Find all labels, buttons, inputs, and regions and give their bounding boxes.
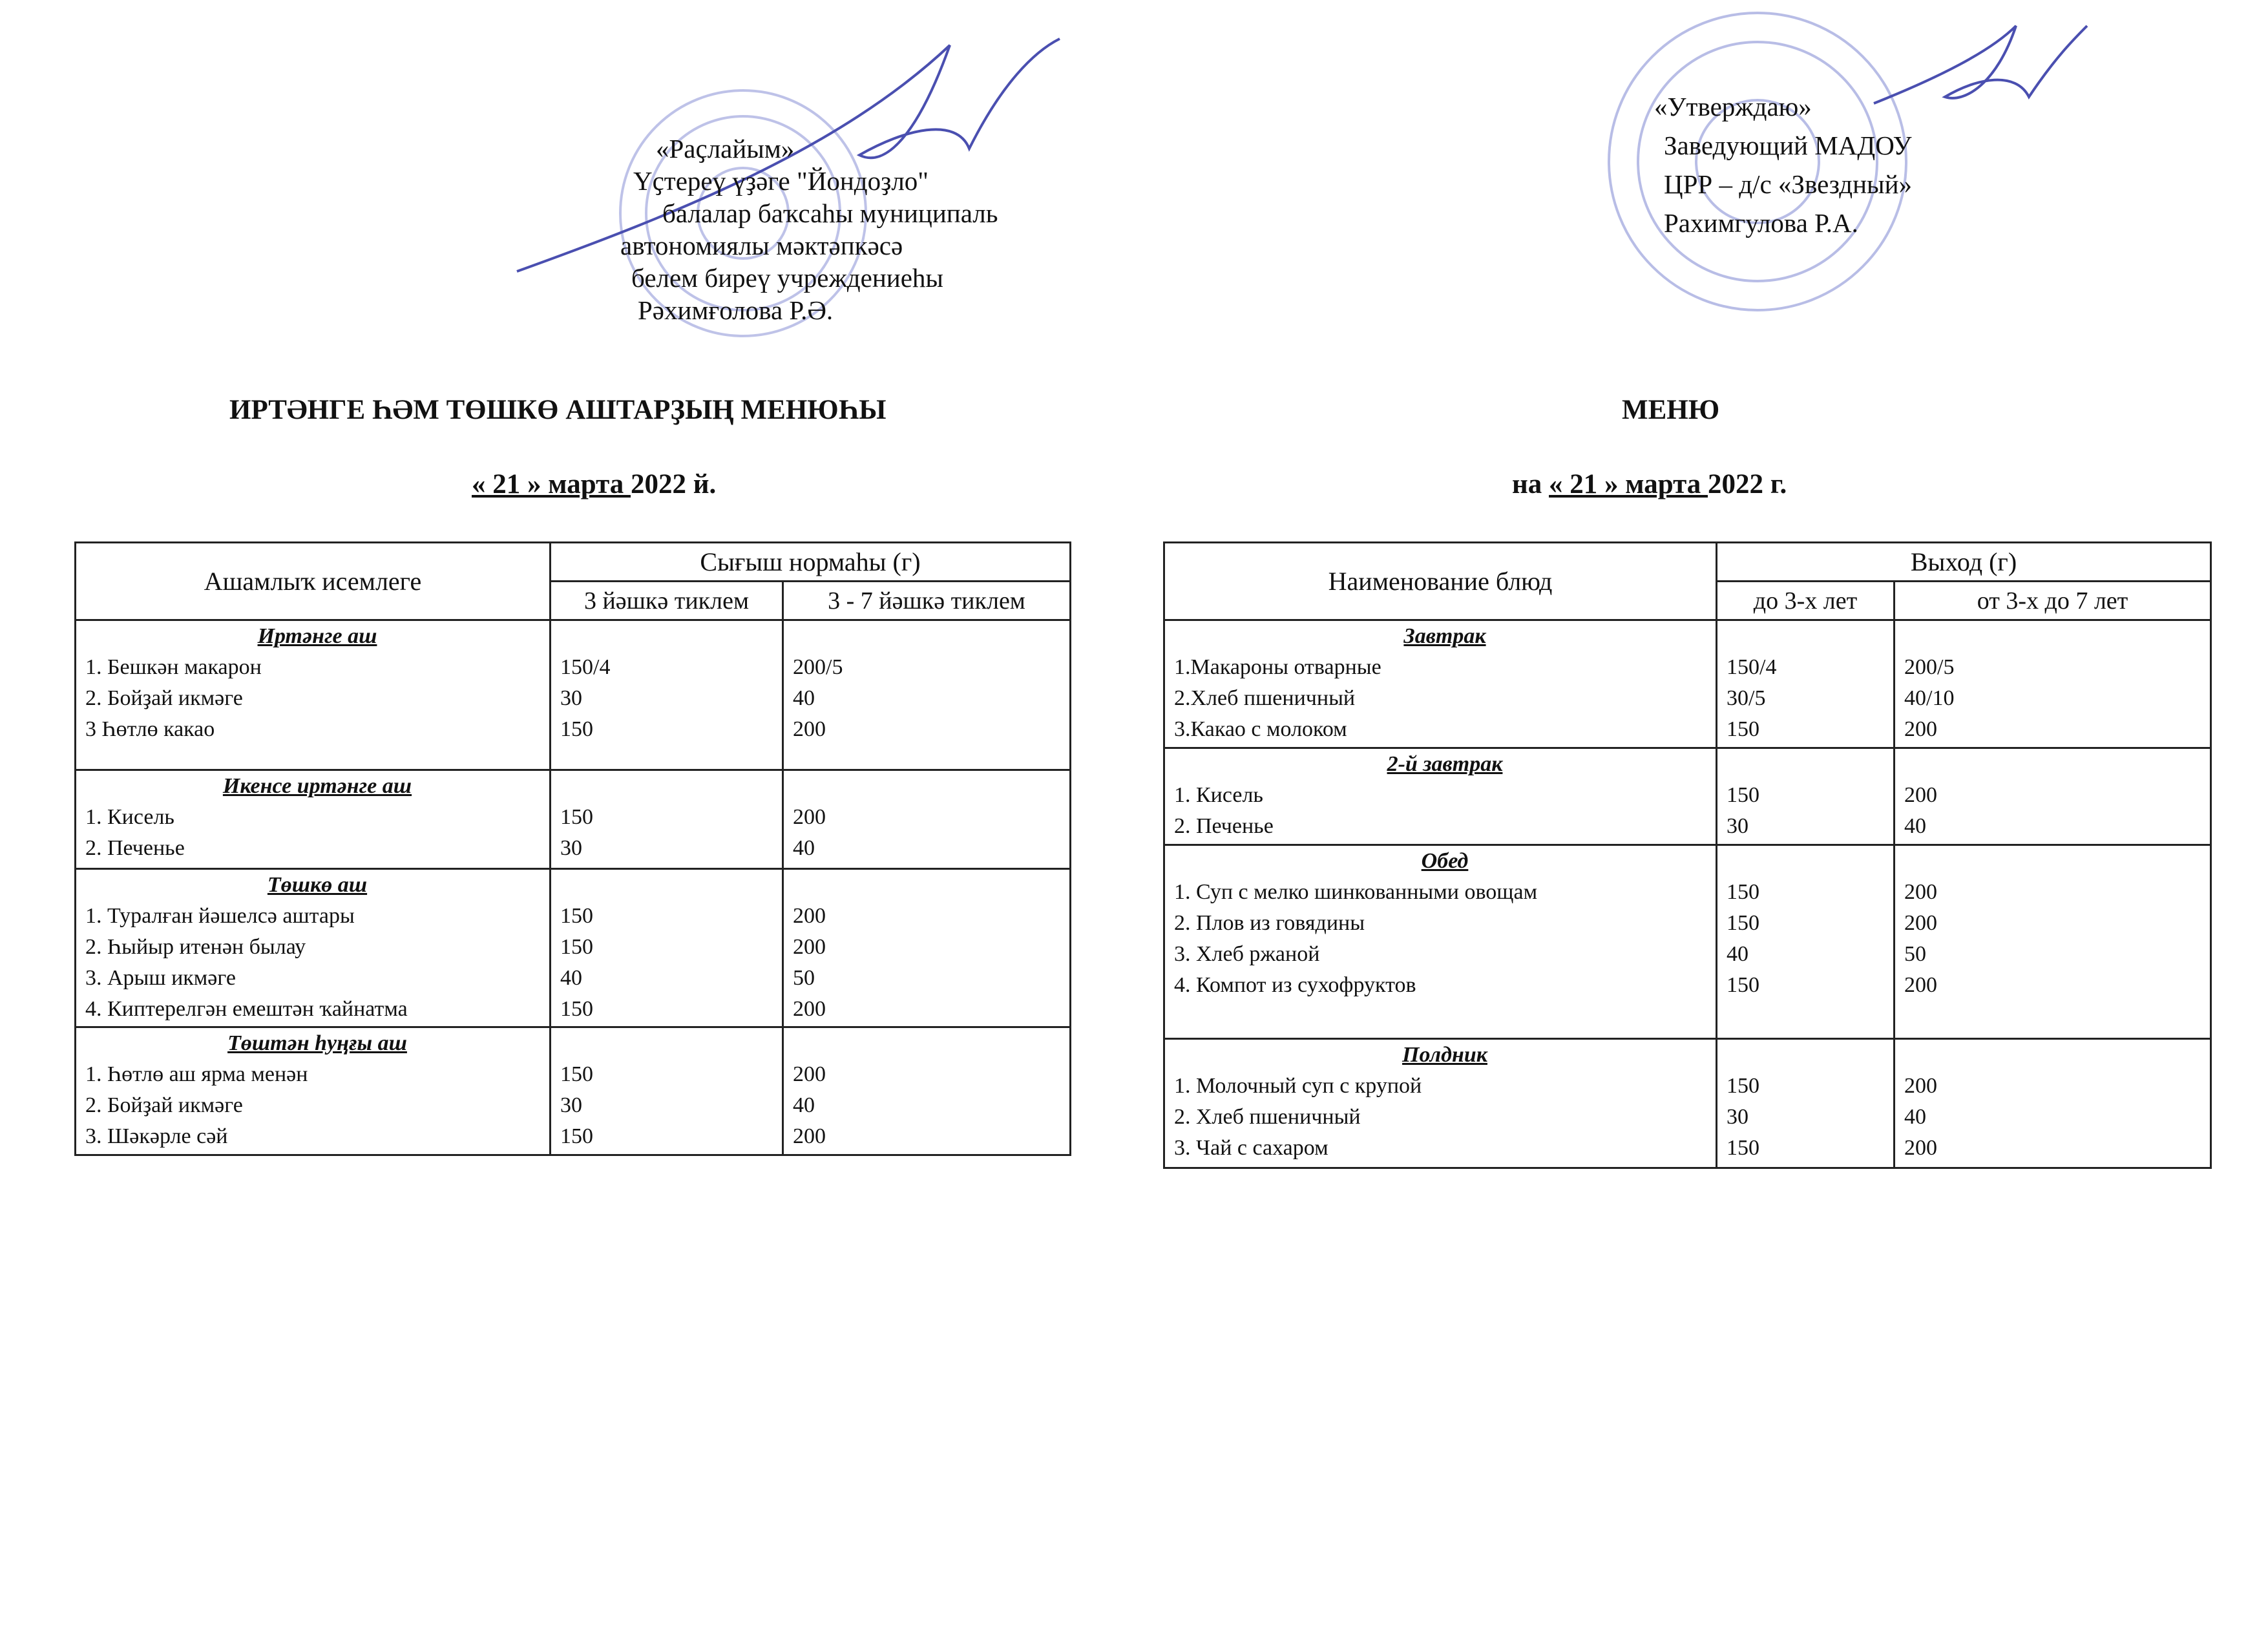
value-a: 150 xyxy=(560,805,593,829)
value-b: 40/10 xyxy=(1904,686,1955,710)
list-item: 2. Һыйыр итенән былау xyxy=(85,935,306,959)
table-row xyxy=(1164,1039,2211,1168)
list-item: 1. Кисель xyxy=(1174,783,1263,807)
left-date-year: 2022 й. xyxy=(631,469,717,499)
section-title: Полдник xyxy=(1402,1043,1487,1067)
right-date-prefix: на xyxy=(1512,469,1549,499)
value-a: 30 xyxy=(560,686,582,710)
left-menu-title: ИРТӘНГЕ ҺӘМ ТӨШКӨ АШТАРҘЫҢ МЕНЮҺЫ xyxy=(229,395,887,425)
value-b: 200 xyxy=(793,997,826,1021)
value-a: 40 xyxy=(560,966,582,990)
right-approval-block xyxy=(1654,90,2016,246)
col-header-name: Наименование блюд xyxy=(1164,543,1717,620)
list-item: 1. Суп с мелко шинкованными овощам xyxy=(1174,880,1538,904)
right-date-day: « 21 » марта xyxy=(1549,469,1708,499)
section-title: Төштән һуңғы аш xyxy=(227,1031,407,1055)
section-title: Иртәнге аш xyxy=(257,624,377,648)
value-a: 150 xyxy=(560,1124,593,1148)
value-a: 150 xyxy=(560,717,593,741)
left-date-day: « 21 » марта xyxy=(472,469,631,499)
value-a: 150 xyxy=(1727,1136,1759,1160)
list-item: 3. Хлеб ржаной xyxy=(1174,942,1320,966)
value-b: 200 xyxy=(1904,1136,1937,1160)
value-b: 50 xyxy=(1904,942,1926,966)
table-row xyxy=(76,770,1071,869)
value-a: 150 xyxy=(1727,717,1759,741)
section-title: Төшкө аш xyxy=(267,873,368,897)
left-approval-line: Рәхимғолова Р.Ә. xyxy=(638,295,834,325)
section-title: Обед xyxy=(1421,849,1469,873)
col-header-age-a: до 3-х лет xyxy=(1717,582,1895,620)
value-a: 150 xyxy=(1727,783,1759,807)
value-b: 200 xyxy=(1904,973,1937,997)
right-menu-date xyxy=(1512,468,1787,500)
list-item: 1.Макароны отварные xyxy=(1174,655,1381,679)
left-approval-line: белем биреү учреждениеһы xyxy=(631,263,943,293)
list-item: 4. Киптерелгән емештән ҡайнатма xyxy=(85,997,408,1021)
left-menu-table xyxy=(74,541,1071,1156)
right-menu-title: МЕНЮ xyxy=(1622,395,1720,425)
value-b: 200 xyxy=(1904,717,1937,741)
right-approval-line: Заведующий МАДОУ xyxy=(1664,131,1912,160)
list-item: 2. Бойҙай икмәге xyxy=(85,1093,243,1117)
table-row xyxy=(1164,748,2211,845)
list-item: 1. Бешкән макарон xyxy=(85,655,262,679)
col-header-output: Выход (г) xyxy=(1717,543,2211,582)
value-b: 40 xyxy=(793,836,815,860)
value-a: 150/4 xyxy=(1727,655,1777,679)
right-menu-table xyxy=(1163,541,2212,1169)
section-title: Завтрак xyxy=(1403,624,1486,648)
list-item: 3.Какао с молоком xyxy=(1174,717,1347,741)
value-a: 150 xyxy=(1727,880,1759,904)
list-item: 1. Молочный суп с крупой xyxy=(1174,1074,1422,1098)
value-b: 200 xyxy=(1904,911,1937,935)
list-item: 3. Шәкәрле сәй xyxy=(85,1124,228,1148)
table-row xyxy=(1164,845,2211,1039)
table-row xyxy=(76,620,1071,770)
table-row xyxy=(1164,620,2211,748)
value-a: 150/4 xyxy=(560,655,611,679)
left-approval-line: балалар баҡсаһы муниципаль xyxy=(662,198,998,228)
value-b: 200 xyxy=(793,717,826,741)
value-a: 150 xyxy=(1727,911,1759,935)
value-b: 40 xyxy=(1904,1105,1926,1129)
value-a: 40 xyxy=(1727,942,1748,966)
value-b: 200 xyxy=(793,805,826,829)
col-header-name: Ашамлыҡ исемлеге xyxy=(76,543,551,620)
value-b: 200 xyxy=(793,1124,826,1148)
value-a: 30 xyxy=(1727,814,1748,838)
value-b: 200/5 xyxy=(1904,655,1955,679)
section-title: 2-й завтрак xyxy=(1387,752,1503,776)
value-b: 200 xyxy=(1904,783,1937,807)
left-approval-title: «Раҫлайым» xyxy=(656,134,795,163)
value-b: 200 xyxy=(1904,880,1937,904)
list-item: 2.Хлеб пшеничный xyxy=(1174,686,1356,710)
col-header-age-a: 3 йәшкә тиклем xyxy=(551,582,783,620)
value-a: 150 xyxy=(1727,1074,1759,1098)
value-b: 200 xyxy=(793,904,826,928)
right-approval-line: ЦРР – д/с «Звездный» xyxy=(1664,169,1913,199)
value-a: 30 xyxy=(560,836,582,860)
list-item: 2. Печенье xyxy=(1174,814,1274,838)
table-row xyxy=(76,1027,1071,1155)
list-item: 2. Бойҙай икмәге xyxy=(85,686,243,710)
section-title: Икенсе иртәнге аш xyxy=(222,774,412,798)
value-a: 150 xyxy=(560,935,593,959)
value-b: 40 xyxy=(793,1093,815,1117)
value-b: 200 xyxy=(1904,1074,1937,1098)
list-item: 1. Кисель xyxy=(85,805,174,829)
value-a: 150 xyxy=(1727,973,1759,997)
list-item: 3 Һөтлө какао xyxy=(85,717,215,741)
list-item: 1. Туралған йәшелсә аштары xyxy=(85,904,355,928)
value-b: 40 xyxy=(793,686,815,710)
list-item: 2. Печенье xyxy=(85,836,185,860)
list-item: 4. Компот из сухофруктов xyxy=(1174,973,1416,997)
value-a: 30/5 xyxy=(1727,686,1766,710)
value-a: 30 xyxy=(560,1093,582,1117)
left-menu-date xyxy=(472,468,716,500)
value-b: 200 xyxy=(793,1062,826,1086)
value-a: 150 xyxy=(560,997,593,1021)
right-approval-title: «Утверждаю» xyxy=(1654,92,1812,121)
left-approval-block xyxy=(620,132,1111,352)
value-a: 150 xyxy=(560,904,593,928)
value-a: 150 xyxy=(560,1062,593,1086)
list-item: 1. Һөтлө аш ярма менән xyxy=(85,1062,308,1086)
col-header-age-b: от 3-х до 7 лет xyxy=(1895,582,2211,620)
value-b: 200/5 xyxy=(793,655,843,679)
right-date-year: 2022 г. xyxy=(1708,469,1787,499)
col-header-output: Сығыш нормаһы (г) xyxy=(551,543,1071,582)
list-item: 2. Плов из говядины xyxy=(1174,911,1365,935)
value-b: 40 xyxy=(1904,814,1926,838)
col-header-age-b: 3 - 7 йәшкә тиклем xyxy=(783,582,1071,620)
list-item: 3. Чай с сахаром xyxy=(1174,1136,1328,1160)
left-approval-line: автономиялы мәктәпкәсә xyxy=(620,231,903,260)
right-approval-line: Рахимгулова Р.А. xyxy=(1664,208,1858,238)
value-b: 50 xyxy=(793,966,815,990)
list-item: 3. Арыш икмәге xyxy=(85,966,236,990)
left-approval-line: Үҫтереү үҙәге "Йондоҙло" xyxy=(633,166,929,196)
value-b: 200 xyxy=(793,935,826,959)
table-row xyxy=(76,869,1071,1027)
value-a: 30 xyxy=(1727,1105,1748,1129)
list-item: 2. Хлеб пшеничный xyxy=(1174,1105,1361,1129)
